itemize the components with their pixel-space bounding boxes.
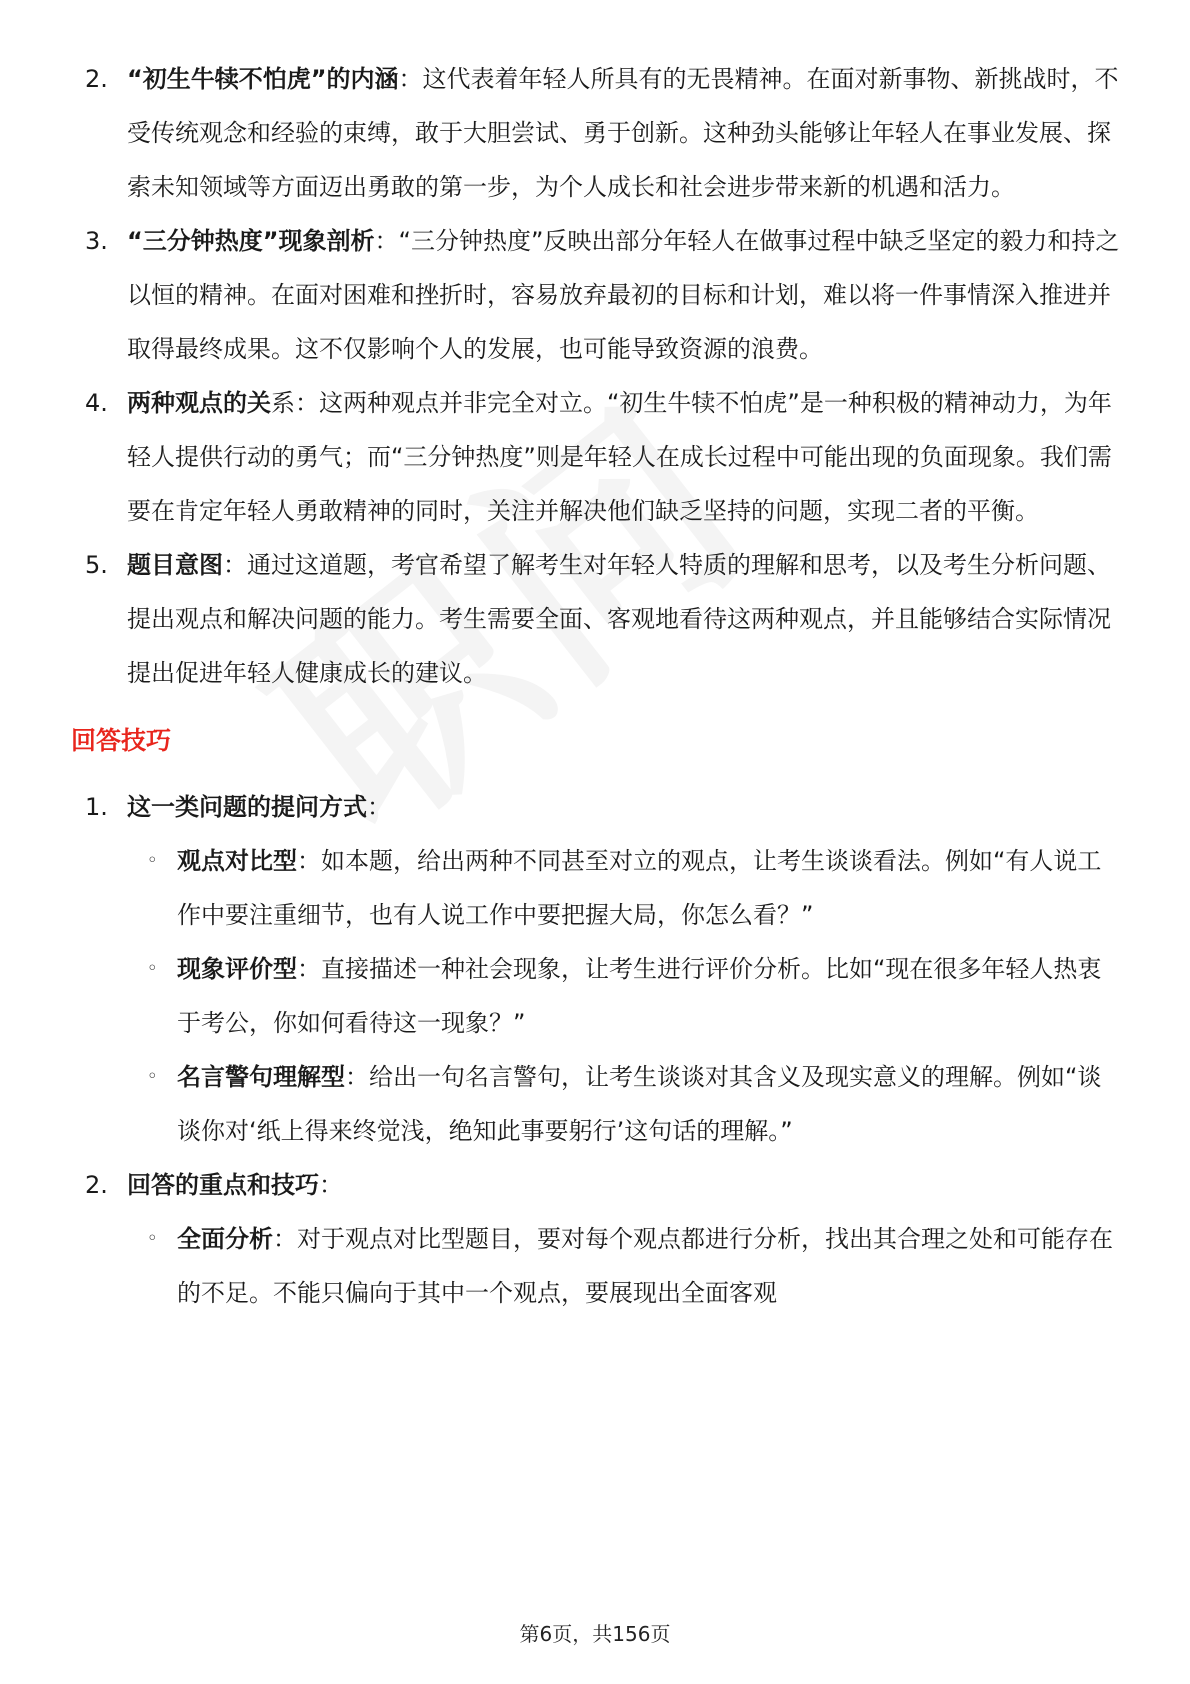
sub-item-heading: 现象评价型 bbox=[177, 955, 297, 983]
item-heading: 题目意图 bbox=[127, 551, 223, 579]
sub-item-text: ：对于观点对比型题目，要对每个观点都进行分析，找出其合理之处和可能存在的不足。不能只偏向于其中一个观点，要展现出全面客观 bbox=[177, 1225, 1113, 1307]
sub-list-item bbox=[85, 942, 1125, 1050]
sub-item-text: ：如本题，给出两种不同甚至对立的观点，让考生谈谈看法。例如“有人说工作中要注重细节，也有人说工作中要把握大局，你怎么看？” bbox=[177, 847, 1102, 929]
list-number: 2. bbox=[85, 1171, 108, 1199]
list-number: 5. bbox=[85, 551, 108, 579]
item-heading: 两种观点的关 bbox=[127, 389, 271, 417]
bullet-icon: ◦ bbox=[147, 958, 158, 979]
item-heading: “初生牛犊不怕虎”的内涵 bbox=[127, 65, 399, 93]
item-text: ： bbox=[367, 793, 391, 821]
section-title: 回答技巧 bbox=[71, 726, 172, 755]
sub-item-text: ：给出一句名言警句，让考生谈谈对其含义及现实意义的理解。例如“谈谈你对‘纸上得来终觉浅，绝知此事要躬行’这句话的理解。” bbox=[177, 1063, 1102, 1145]
sub-item-heading: 观点对比型 bbox=[177, 847, 297, 875]
sub-item-heading: 名言警句理解型 bbox=[177, 1063, 345, 1091]
list-item bbox=[85, 52, 1125, 214]
item-heading: 这一类问题的提问方式 bbox=[127, 793, 367, 821]
item-heading: “三分钟热度”现象剖析 bbox=[127, 227, 375, 255]
item-text: ：“三分钟热度”反映出部分年轻人在做事过程中缺乏坚定的毅力和持之以恒的精神。在面对困难和挫折时，容易放弃最初的目标和计划，难以将一件事情深入推进并取得最终成果。这不仅影响个人的发展，也可能导致资源的浪费。 bbox=[127, 227, 1120, 363]
item-heading: 回答的重点和技巧 bbox=[127, 1171, 319, 1199]
item-text: ：通过这道题，考官希望了解考生对年轻人特质的理解和思考，以及考生分析问题、提出观点和解决问题的能力。考生需要全面、客观地看待这两种观点，并且能够结合实际情况提出促进年轻人健康成长的建议。 bbox=[127, 551, 1111, 687]
list-number: 2. bbox=[85, 65, 108, 93]
sub-item-text: ：直接描述一种社会现象，让考生进行评价分析。比如“现在很多年轻人热衷于考公，你如何看待这一现象？” bbox=[177, 955, 1102, 1037]
page-footer: 第6页，共156页 bbox=[519, 1622, 671, 1646]
list-item bbox=[85, 780, 1125, 834]
bullet-icon: ◦ bbox=[147, 1066, 158, 1087]
sub-list-item bbox=[85, 1212, 1125, 1320]
bullet-icon: ◦ bbox=[147, 1228, 158, 1249]
list-item bbox=[85, 1158, 1125, 1212]
sub-list-item bbox=[85, 834, 1125, 942]
list-item bbox=[85, 214, 1125, 376]
page-content bbox=[71, 52, 1125, 1320]
list-number: 4. bbox=[85, 389, 108, 417]
list-number: 3. bbox=[85, 227, 108, 255]
item-text: 系：这两种观点并非完全对立。“初生牛犊不怕虎”是一种积极的精神动力，为年轻人提供行动的勇气；而“三分钟热度”则是年轻人在成长过程中可能出现的负面现象。我们需要在肯定年轻人勇敢精神的同时，关注并解决他们缺乏坚持的问题，实现二者的平衡。 bbox=[127, 389, 1112, 525]
item-text: ：这代表着年轻人所具有的无畏精神。在面对新事物、新挑战时，不受传统观念和经验的束缚，敢于大胆尝试、勇于创新。这种劲头能够让年轻人在事业发展、探索未知领域等方面迈出勇敢的第一步，为个人成长和社会进步带来新的机遇和活力。 bbox=[127, 65, 1119, 201]
list-item bbox=[85, 538, 1125, 700]
sub-list-item bbox=[85, 1050, 1125, 1158]
item-text: ： bbox=[319, 1171, 343, 1199]
list-item bbox=[85, 376, 1125, 538]
bullet-icon: ◦ bbox=[147, 850, 158, 871]
list-number: 1. bbox=[85, 793, 108, 821]
sub-item-heading: 全面分析 bbox=[177, 1225, 273, 1253]
